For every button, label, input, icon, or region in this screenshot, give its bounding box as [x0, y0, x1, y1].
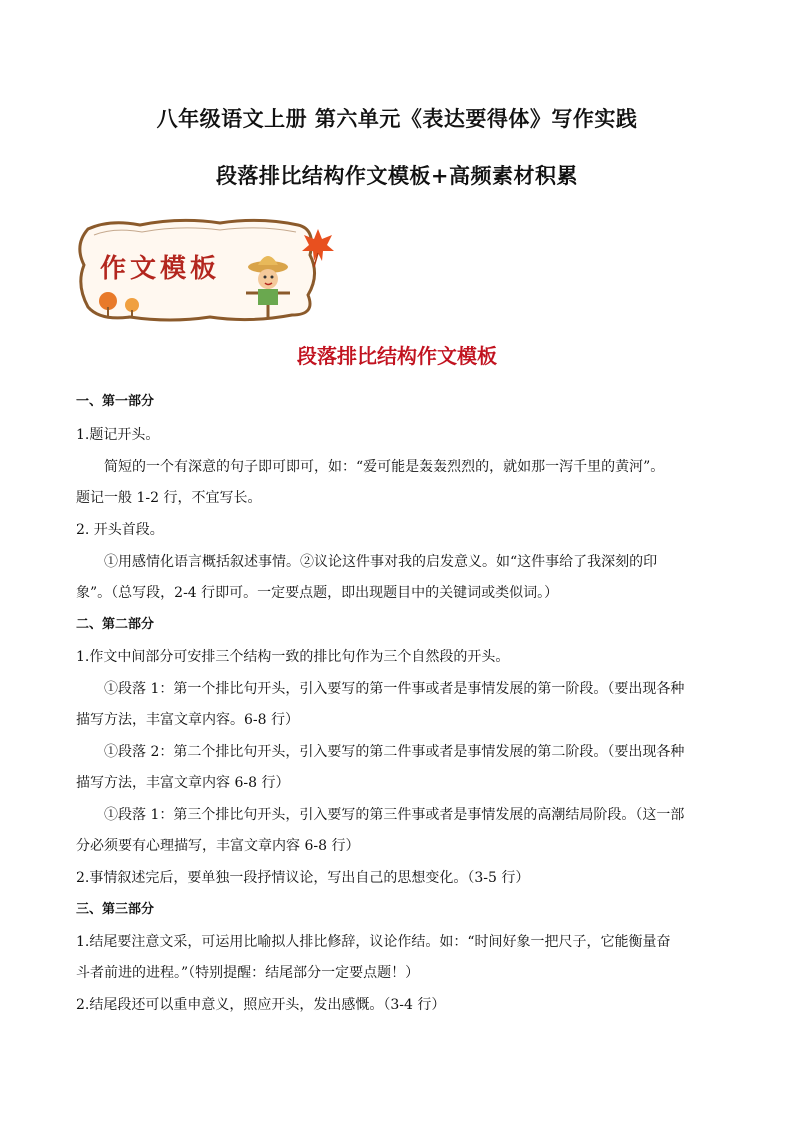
- part1-item2: 2. 开头首段。: [76, 522, 164, 538]
- part2-para1: ①段落 1：第一个排比句开头，引入要写的第一件事或者是事情发展的第一阶段。（要出现各种: [104, 681, 685, 697]
- part2-item1: 1.作文中间部分可安排三个结构一致的排比句作为三个自然段的开头。: [76, 649, 510, 665]
- part2-para3-cont: 分必须要有心理描写，丰富文章内容 6-8 行）: [76, 838, 360, 854]
- part2-para2: ①段落 2：第二个排比句开头，引入要写的第二件事或者是事情发展的第二阶段。（要出现各种: [104, 744, 685, 760]
- document-subtitle: 段落排比结构作文模板+高频素材积累: [215, 163, 579, 188]
- part3-heading: 三、第三部分: [76, 902, 155, 917]
- part3-item2: 2.结尾段还可以重申意义，照应开头，发出感慨。（3-4 行）: [76, 997, 446, 1013]
- template-banner: [70, 215, 340, 325]
- part1-item1: 1.题记开头。: [76, 427, 160, 443]
- part2-item2: 2.事情叙述完后，要单独一段抒情议论，写出自己的思想变化。（3-5 行）: [76, 870, 530, 886]
- part3-item1-cont: 斗者前进的进程。”（特别提醒：结尾部分一定要点题！）: [76, 965, 420, 981]
- part1-item2-desc-cont: 象”。（总写段，2-4 行即可。一定要点题，即出现题目中的关键词或类似词。）: [76, 585, 559, 601]
- part1-heading: 一、第一部分: [76, 394, 155, 409]
- part1-item1-desc-cont: 题记一般 1-2 行，不宜写长。: [76, 490, 262, 506]
- section-heading: 段落排比结构作文模板: [297, 344, 497, 368]
- document-title: 八年级语文上册 第六单元《表达要得体》写作实践: [156, 106, 638, 131]
- part2-para2-cont: 描写方法，丰富文章内容 6-8 行）: [76, 775, 290, 791]
- part1-item1-desc: 简短的一个有深意的句子即可即可，如：“爱可能是轰轰烈烈的，就如那一泻千里的黄河”。: [104, 459, 665, 475]
- part2-para3: ①段落 1：第三个排比句开头，引入要写的第三件事或者是事情发展的高潮结局阶段。（这一部: [104, 807, 685, 823]
- banner-text: 作文模板: [100, 254, 221, 284]
- part2-para1-cont: 描写方法，丰富文章内容。6-8 行）: [76, 712, 299, 728]
- part2-heading: 二、第二部分: [76, 617, 155, 632]
- part1-item2-desc: ①用感情化语言概括叙述事情。②议论这件事对我的启发意义。如“这件事给了我深刻的印: [104, 554, 658, 570]
- part3-item1: 1.结尾要注意文采，可运用比喻拟人排比修辞，议论作结。如：“时间好象一把尺子，它能衡量奋: [76, 934, 671, 950]
